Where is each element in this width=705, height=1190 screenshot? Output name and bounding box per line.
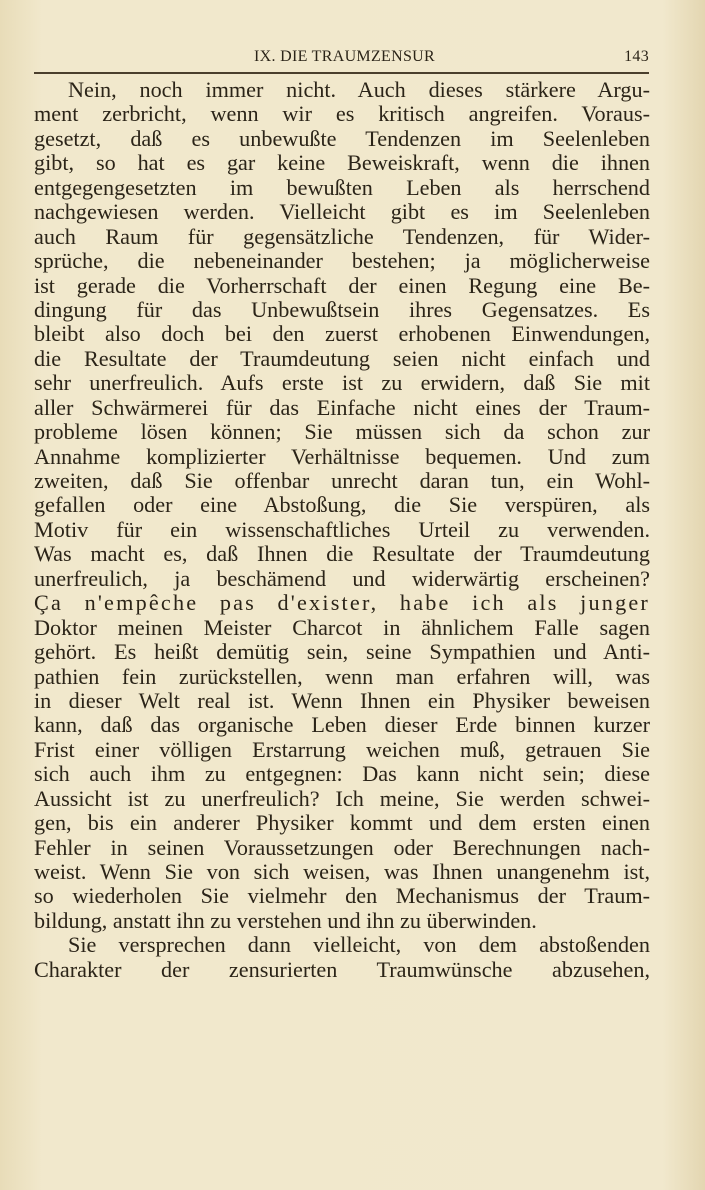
text-line: so wiederholen Sie vielmehr den Mechanismus der Traum- (34, 884, 650, 909)
text-line: nachgewiesen werden. Vielleicht gibt es im Seelenleben (34, 200, 650, 225)
text-line: Annahme komplizierter Verhältnisse bequemen. Und zum (34, 444, 650, 469)
text-line: gen, bis ein anderer Physiker kommt und dem ersten einen (34, 811, 650, 836)
text-line: bildung, anstatt ihn zu verstehen und ihn zu überwinden. (34, 908, 537, 933)
text-line: ment zerbricht, wenn wir es kritisch angreifen. Voraus- (34, 102, 650, 127)
text-line: bleibt also doch bei den zuerst erhobenen Einwendungen, (34, 322, 650, 347)
text-line: Fehler in seinen Voraussetzungen oder Berechnungen nach- (34, 835, 650, 860)
text-line: sich auch ihm zu entgegnen: Das kann nicht sein; diese (34, 762, 650, 787)
text-line: probleme lösen können; Sie müssen sich da schon zur (34, 420, 650, 445)
text-line: gehört. Es heißt demütig sein, seine Sympathien und Anti- (34, 640, 650, 665)
text-line: Motiv für ein wissenschaftliches Urteil zu verwenden. (34, 517, 650, 542)
text-line: sprüche, die nebeneinander bestehen; ja möglicherweise (34, 249, 650, 274)
text-line-french-quote: Ça n'empêche pas d'exister, habe ich als junger (34, 591, 650, 616)
text-line: entgegengesetzten im bewußten Leben als herrschend (34, 175, 650, 200)
text-line: gibt, so hat es gar keine Beweiskraft, wenn die ihnen (34, 151, 650, 176)
text-line: in dieser Welt real ist. Wenn Ihnen ein Physiker beweisen (34, 688, 650, 713)
text-line: aller Schwärmerei für das Einfache nicht eines der Traum- (34, 395, 650, 420)
text-line: gefallen oder eine Abstoßung, die Sie verspüren, als (34, 493, 650, 518)
text-line: Charakter der zensurierten Traumwünsche abzusehen, (34, 957, 650, 982)
text-line: unerfreulich, ja beschämend und widerwärtig erscheinen? (34, 566, 650, 591)
page-number: 143 (624, 48, 649, 65)
text-line: Sie versprechen dann vielleicht, von dem abstoßenden (68, 933, 650, 958)
text-line: ist gerade die Vorherrschaft der einen Regung eine Be- (34, 273, 650, 298)
text-line: weist. Wenn Sie von sich weisen, was Ihnen unangenehm ist, (34, 860, 650, 884)
text-line: Nein, noch immer nicht. Auch dieses stärkere Argu- (68, 78, 650, 102)
text-line: pathien fein zurückstellen, wenn man erfahren will, was (34, 664, 650, 689)
text-line: zweiten, daß Sie offenbar unrecht daran tun, ein Wohl- (34, 469, 650, 493)
text-line: Doktor meinen Meister Charcot in ähnlichem Falle sagen (34, 615, 650, 640)
text-line: Aussicht ist zu unerfreulich? Ich meine, Sie werden schwei- (34, 786, 650, 811)
text-line: Was macht es, daß Ihnen die Resultate der Traumdeutung (34, 542, 650, 567)
chapter-title: IX. DIE TRAUMZENSUR (254, 48, 435, 65)
running-header (34, 46, 649, 74)
text-line: Frist einer völligen Erstarrung weichen muß, getrauen Sie (34, 737, 650, 762)
body-text (34, 78, 650, 982)
text-line: sehr unerfreulich. Aufs erste ist zu erwidern, daß Sie mit (34, 371, 650, 396)
text-line: kann, daß das organische Leben dieser Erde binnen kurzer (34, 713, 650, 738)
text-line: auch Raum für gegensätzliche Tendenzen, für Wider- (34, 224, 650, 249)
text-line: dingung für das Unbewußtsein ihres Gegensatzes. Es (34, 297, 650, 322)
text-line: die Resultate der Traumdeutung seien nicht einfach und (34, 346, 650, 371)
text-line: gesetzt, daß es unbewußte Tendenzen im Seelenleben (34, 126, 650, 151)
